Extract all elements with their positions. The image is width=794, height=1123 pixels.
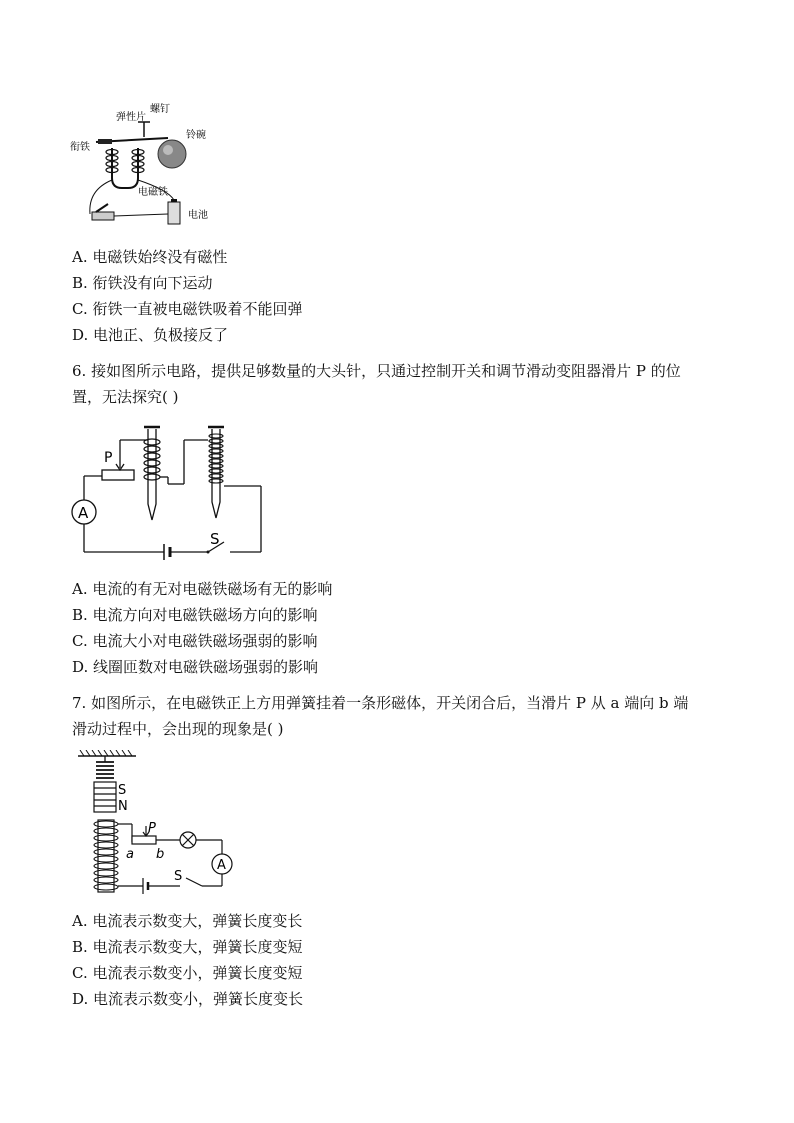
q5-option-d: D. 电池正、负极接反了 xyxy=(72,326,229,344)
label-bell: 铃碗 xyxy=(186,130,206,141)
q6-option-c: C. 电流大小对电磁铁磁场强弱的影响 xyxy=(72,632,318,650)
magnet-n-pole-label: N xyxy=(118,799,128,814)
q6-question-line2: 置，无法探究( ) xyxy=(72,388,179,406)
q5-option-a: A. 电磁铁始终没有磁性 xyxy=(72,248,228,266)
q7-option-c: C. 电流表示数变小，弹簧长度变短 xyxy=(72,964,303,982)
q7-option-a: A. 电流表示数变大，弹簧长度变长 xyxy=(72,912,303,930)
spring-magnet-circuit-figure xyxy=(76,750,246,896)
q7-question-line2: 滑动过程中，会出现的现象是( ) xyxy=(72,720,284,738)
label-spring-piece: 弹性片 xyxy=(116,112,146,123)
q7-option-b: B. 电流表示数变大，弹簧长度变短 xyxy=(72,938,303,956)
label-screw: 螺钉 xyxy=(150,104,170,115)
rheostat-b-label: b xyxy=(156,847,165,862)
switch-s-label: S xyxy=(210,530,220,548)
q6-option-d: D. 线圈匝数对电磁铁磁场强弱的影响 xyxy=(72,658,319,676)
rheostat-a-label: a xyxy=(126,847,134,862)
q5-option-b: B. 衔铁没有向下运动 xyxy=(72,274,213,292)
ammeter-label: A xyxy=(217,858,226,873)
slider-p-label: P xyxy=(148,821,156,836)
two-nail-circuit-figure xyxy=(68,420,268,560)
q7-question xyxy=(72,690,732,742)
q6-option-a: A. 电流的有无对电磁铁磁场有无的影响 xyxy=(72,580,333,598)
q6-option-b: B. 电流方向对电磁铁磁场方向的影响 xyxy=(72,606,318,624)
ammeter-label: A xyxy=(78,504,89,522)
q5-option-c: C. 衔铁一直被电磁铁吸着不能回弹 xyxy=(72,300,303,318)
label-battery: 电池 xyxy=(188,210,208,221)
magnet-s-pole-label: S xyxy=(118,783,127,798)
q7-option-d: D. 电流表示数变小，弹簧长度变长 xyxy=(72,990,304,1008)
switch-s-label: S xyxy=(174,869,183,884)
electric-bell-figure xyxy=(68,100,228,228)
q6-question xyxy=(72,358,732,410)
slider-p-label: P xyxy=(104,450,113,466)
label-electromagnet: 电磁铁 xyxy=(138,187,168,198)
q7-question-line1: 7. 如图所示，在电磁铁正上方用弹簧挂着一条形磁体，开关闭合后，当滑片 P 从 a 端向 b 端 xyxy=(72,694,689,712)
label-armature: 衔铁 xyxy=(70,142,90,153)
q6-question-line1: 6. 接如图所示电路，提供足够数量的大头针，只通过控制开关和调节滑动变阻器滑片 P 的位 xyxy=(72,362,681,380)
